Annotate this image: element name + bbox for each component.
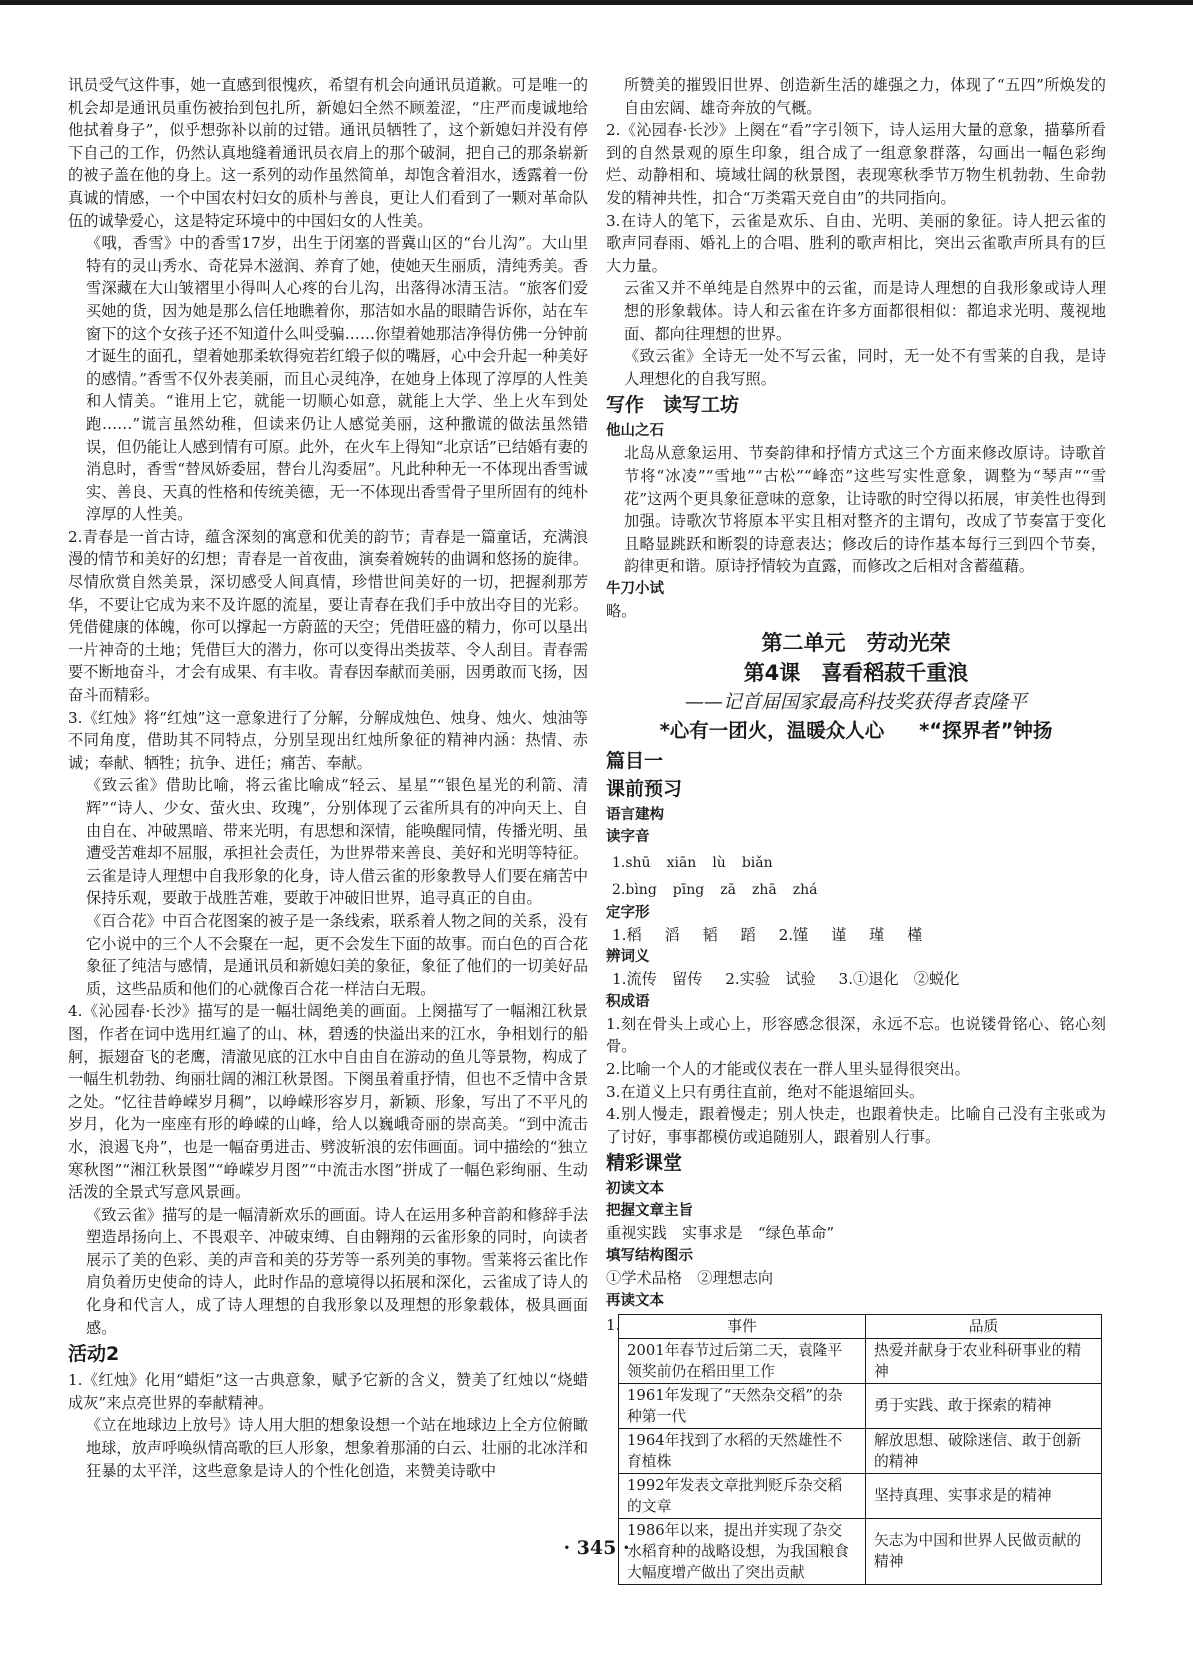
cimeaning-row (606, 968, 1106, 991)
pinyin-item: xiān (666, 855, 697, 872)
unit-title: 第二单元 劳动光荣 (761, 631, 951, 656)
zixing-item: 槿 (907, 925, 923, 944)
table-cell-quality: 勇于实践、敢于探索的精神 (866, 1383, 1102, 1428)
pian-heading: 篇目一 (606, 750, 664, 773)
table-cell-quality: 矢志为中国和世界人民做贡献的精神 (866, 1518, 1102, 1584)
class-heading: 精彩课堂 (606, 1152, 683, 1175)
table-row (619, 1473, 1102, 1518)
table-cell-quality: 坚持真理、实事求是的精神 (866, 1473, 1102, 1518)
table-cell-event: 1964年找到了水稻的天然雄性不育植株 (619, 1428, 866, 1473)
pinyin-row-1 (606, 852, 1106, 875)
reread-heading: 再读文本 (606, 1292, 664, 1309)
form-char-heading: 定字形 (606, 904, 650, 921)
left-para-3: 3.《红烛》将“红烛”这一意象进行了分解，分解成烛色、烛身、烛火、烛油等不同角度，借助其不同特点，分别呈现出红烛所象征的精神内涵：热情、赤诚；奉献、牺牲；抗争、进任；痛苦、奉献。 (68, 708, 588, 772)
zixing-row (606, 924, 1106, 947)
structure-answer: ①学术品格 ②理想志向 (606, 1269, 774, 1287)
table-cell-event: 1961年发现了“天然杂交稻”的杂种第一代 (619, 1383, 866, 1428)
activity-2-heading: 活动2 (68, 1343, 120, 1366)
table-cell-quality: 解放思想、破除迷信、敢于创新的精神 (866, 1428, 1102, 1473)
subtitle-2a: *心有一团火，温暖众人心 (659, 719, 885, 743)
left-para-2: 2.青春是一首古诗，蕴含深刻的寓意和优美的韵节；青春是一篇童话，充满浪漫的情节和美好的幻想；青春是一首夜曲，演奏着婉转的曲调和悠扬的旋律。尽情欣赏自然美景，深切感受人间真情，珍惜世间美好的一切，把握刹那芳华，不要让它成为来不及许愿的流星，要让青春在我们手中放出夺目的光彩。凭借健康的体魄，你可以撑起一方蔚蓝的天空；凭借旺盛的精力，你可以垦出一片神奇的土地；凭借巨大的潜力，你可以变得出类拔萃、令人刮目。青春需要不断地奋斗，才会有成果、有丰收。青春因奉献而美丽，因勇敢而飞扬，因奋斗而精彩。 (68, 527, 588, 705)
right-para-5: 北岛从意象运用、节奏韵律和抒情方式这三个方面来修改原诗。诗歌首节将“冰凌”“雪地”“古松”“峰峦”这些写实性意象，调整为“琴声”“雪花”这两个更具象征意味的意象，让诗歌的时空得以拓展，审美性也得到加强。诗歌次节将原本平实且相对整齐的主谓句，改成了节奏富于变化且略显跳跃和断裂的诗意表达；修改后的诗作基本每行三到四个节奏，韵律更和谐。原诗抒情较为直露，而修改之后相对含蓄蕴藉。 (624, 444, 1106, 576)
pinyin-item: 2.bìng (612, 882, 657, 899)
zixing-item: 韬 (702, 925, 718, 944)
zixing-item: 2.馑 (778, 925, 809, 944)
writing-heading: 写作 读写工坊 (606, 394, 740, 417)
cimeaning-item: 2.实验 试验 (725, 970, 816, 989)
omit-text: 略。 (606, 601, 637, 620)
table-row (619, 1428, 1102, 1473)
right-para-0: 所赞美的摧毁旧世界、创造新生活的雄强之力，体现了“五四”所焕发的自由宏阔、雄奇奔放的气概。 (624, 76, 1106, 117)
idiom-3: 3.在道义上只有勇往直前，绝对不能退缩回头。 (606, 1082, 925, 1101)
pinyin-item: zhā (751, 882, 777, 899)
idiom-heading: 积成语 (606, 993, 650, 1010)
pinyin-item: lù (712, 855, 726, 872)
pinyin-item: zhá (792, 882, 818, 899)
lang-heading: 语言建构 (606, 807, 664, 824)
right-para-1: 2.《沁园春·长沙》上阕在“看”字引领下，诗人运用大量的意象，描摹所看到的自然景观的原生印象，组合成了一组意象群落，勾画出一幅色彩绚烂、动静相和、境域壮阔的秋景图，表现寒秋季节万物生机勃勃、生命勃发的精神共性，扣合“万类霜天竞自由”的共同指向。 (606, 121, 1106, 207)
idiom-4: 4.别人慢走，跟着慢走；别人快走，也跟着快走。比喻自己没有主张或为了讨好，事事都模仿或追随别人，跟着别人行事。 (606, 1105, 1106, 1146)
top-border (0, 0, 1193, 5)
pinyin-item: pīng (672, 882, 705, 899)
right-para-3: 云雀又并不单纯是自然界中的云雀，而是诗人理想的自我形象或诗人理想的形象载体。诗人和云雀在许多方面都很相似：都追求光明、蔑视地面、都向往理想的世界。 (624, 279, 1106, 343)
cimeaning-item: 1.流传 留传 (612, 970, 703, 989)
table-number: 1. (606, 1315, 621, 1334)
left-para-4: 《致云雀》借助比喻，将云雀比喻成“轻云、星星”“银色星光的利箭、清辉”“诗人、少女、萤火虫、玫瑰”，分别体现了云雀所具有的冲向天上、自由自在、冲破黑暗、带来光明，有思想和深情，能唤醒同情，传播光明、虽遭受苦难却不屈服，承担社会责任，为世界带来善良、美好和光明等特征。云雀是诗人理想中自我形象的化身，诗人借云雀的形象教导人们要在痛苦中保持乐观，要敢于战胜苦难，要敢于冲破旧世界，追寻真正的自由。 (86, 776, 588, 908)
zixing-item: 滔 (664, 925, 680, 944)
read-char-heading: 读字音 (606, 829, 650, 846)
try-heading: 牛刀小试 (606, 580, 664, 597)
header-quality: 品质 (866, 1314, 1102, 1338)
lesson-title: 第4课 喜看稻菽千重浪 (743, 661, 969, 686)
left-column (68, 74, 588, 1482)
table-cell-event: 2001年春节过后第二天，袁隆平领奖前仍在稻田里工作 (619, 1338, 866, 1383)
right-column (606, 74, 1106, 1585)
main-idea-answer: 重视实践 实事求是 “绿色革命” (606, 1224, 835, 1243)
header-event: 事件 (619, 1314, 866, 1338)
pinyin-item: zā (720, 882, 736, 899)
zixing-item: 1.稻 (612, 925, 642, 944)
left-para-6: 4.《沁园春·长沙》描写的是一幅壮阔绝美的画面。上阕描写了一幅湘江秋景图，作者在词中选用红遍了的山、林，碧透的快溢出来的江水，争相划行的船舸，振翅奋飞的老鹰，清澈见底的江水中自由自在游动的鱼儿等景物，构成了一幅生机勃勃、绚丽壮阔的湘江秋景图。下阕虽着重抒情，但也不乏情中含景之处。“忆往昔峥嵘岁月稠”，以峥嵘形容岁月，新颖、形象，写出了不平凡的岁月，化为一座座有形的峥嵘的山峰，给人以巍峨奇丽的崇高美。“到中流击水，浪遏飞舟”，也是一幅奋勇进击、劈波斩浪的宏伟画面。词中描绘的“独立寒秋图”“湘江秋景图”“峥嵘岁月图”“中流击水图”拼成了一幅色彩绚丽、生动活泼的全景式写意风景画。 (68, 1002, 588, 1202)
table-row (619, 1338, 1102, 1383)
subtitle-2b: *“探界者”钟扬 (919, 719, 1053, 743)
left-para-9: 《立在地球边上放号》诗人用大胆的想象设想一个站在地球边上全方位俯瞰地球，放声呼唤纵情高歌的巨人形象，想象着那涌的白云、壮丽的北冰洋和狂暴的太平洋，这些意象是诗人的个性化创造，来赞美诗歌中 (86, 1416, 588, 1480)
lesson-subtitle-2 (606, 716, 1106, 746)
left-para-1: 《哦，香雪》中的香雪17岁，出生于闭塞的晋冀山区的“台儿沟”。大山里特有的灵山秀水、奇花异木滋润、养育了她，使她天生丽质，清纯秀美。香雪深藏在大山皱褶里小得叫人心疼的台儿沟，出落得冰清玉洁。“旅客们爱买她的货，因为她是那么信任地瞧着你，那洁如水晶的眼睛告诉你，站在车窗下的这个女孩子还不知道什么叫受骗……你望着她那洁净得仿佛一分钟前才诞生的面孔，望着她那柔软得宛若红缎子似的嘴唇，心中会升起一种美好的感情。”香雪不仅外表美丽，而且心灵纯净，在她身上体现了淳厚的人性美和人情美。“谁用上它，就能一切顺心如意，就能上大学、坐上火车到处跑……”谎言虽然幼稚，但读来仍让人感觉美丽，这种撒谎的做法虽然错误，但仍能让人感到情有可原。此外，在火车上得知“北京话”已结婚有妻的消息时，香雪“替凤娇委屈，替台儿沟委屈”。凡此种种无一不体现出香雪诚实、善良、天真的性格和传统美德，无一不体现出香雪骨子里所固有的纯朴淳厚的人性美。 (86, 234, 588, 524)
left-para-8: 1.《红烛》化用“蜡炬”这一古典意象，赋予它新的含义，赞美了红烛以“烧蜡成灰”来点亮世界的奉献精神。 (68, 1371, 588, 1412)
table-cell-quality: 热爱并献身于农业科研事业的精神 (866, 1338, 1102, 1383)
word-meaning-heading: 辨词义 (606, 949, 650, 966)
left-para-5: 《百合花》中百合花图案的被子是一条线索，联系着人物之间的关系，没有它小说中的三个人不会聚在一起，更不会发生下面的故事。而白色的百合花象征了纯洁与感情，是通讯员和新媳妇美的象征，象征了他们的一切美好品质，这些品质和他们的心就像百合花一样洁白无瑕。 (86, 911, 588, 998)
zixing-item: 谨 (831, 925, 847, 944)
left-para-0: 讯员受气这件事，她一直感到很愧疚，希望有机会向通讯员道歉。可是唯一的机会却是通讯员重伤被抬到包扎所，新媳妇全然不顾羞涩，“庄严而虔诚地给他拭着身子”，似乎想弥补以前的过错。通讯员牺牲了，这个新媳妇并没有停下自己的工作，仍然认真地缝着通讯员衣肩上的那个破洞，把自己的那条崭新的被子盖在他的身上。这一系列的动作虽然简单，却饱含着泪水，透露着一份真诚的情感，一个中国农村妇女的质朴与善良，更让人们看到了一颗对革命队伍的诚挚爱心，这是特定环境中的中国妇女的人性美。 (68, 76, 588, 230)
page-number: · 345 · (563, 1537, 630, 1559)
zixing-item: 瑾 (869, 925, 885, 944)
right-para-4: 《致云雀》全诗无一处不写云雀，同时，无一处不有雪莱的自我，是诗人理想化的自我写照。 (624, 347, 1106, 388)
left-para-7: 《致云雀》描写的是一幅清新欢乐的画面。诗人在运用多种音韵和修辞手法塑造昂扬向上、不畏艰辛、冲破束缚、自由翱翔的云雀形象的同时，向读者展示了美的色彩、美的声音和美的芬芳等一系列美的事物。雪莱将云雀比作肩负着历史使命的诗人，此时作品的意境得以拓展和深化，云雀成了诗人的化身和代言人，成了诗人理想的自我形象以及理想的形象载体，极具画面感。 (86, 1205, 588, 1337)
table-cell-event: 1986年以来，提出并实现了杂交水稻育种的战略设想，为我国粮食大幅度增产做出了突出贡献 (619, 1518, 866, 1584)
stone-heading: 他山之石 (606, 423, 664, 440)
pinyin-row-2 (606, 879, 1106, 902)
table-row (619, 1383, 1102, 1428)
pinyin-item: biǎn (741, 855, 773, 872)
main-idea-heading: 把握文章主旨 (606, 1203, 693, 1220)
pre-heading: 课前预习 (606, 778, 683, 801)
zixing-item: 蹈 (740, 925, 756, 944)
right-para-2: 3.在诗人的笔下，云雀是欢乐、自由、光明、美丽的象征。诗人把云雀的歌声同春雨、婚礼上的合唱、胜利的歌声相比，突出云雀歌声所具有的巨大力量。 (606, 211, 1106, 275)
table-header-row (619, 1314, 1102, 1338)
table-cell-event: 1992年发表文章批判贬斥杂交稻的文章 (619, 1473, 866, 1518)
idiom-2: 2.比喻一个人的才能或仪表在一群人里头显得很突出。 (606, 1060, 970, 1079)
idiom-1: 1.刻在骨头上或心上，形容感念很深，永远不忘。也说镂骨铭心、铭心刻骨。 (606, 1014, 1106, 1056)
first-read-heading: 初读文本 (606, 1181, 664, 1198)
pinyin-item: 1.shū (612, 855, 651, 872)
lesson-subtitle: ——记首届国家最高科技奖获得者袁隆平 (684, 691, 1027, 714)
structure-heading: 填写结构图示 (606, 1248, 693, 1264)
cimeaning-item: 3.①退化 ②蜕化 (838, 970, 960, 989)
